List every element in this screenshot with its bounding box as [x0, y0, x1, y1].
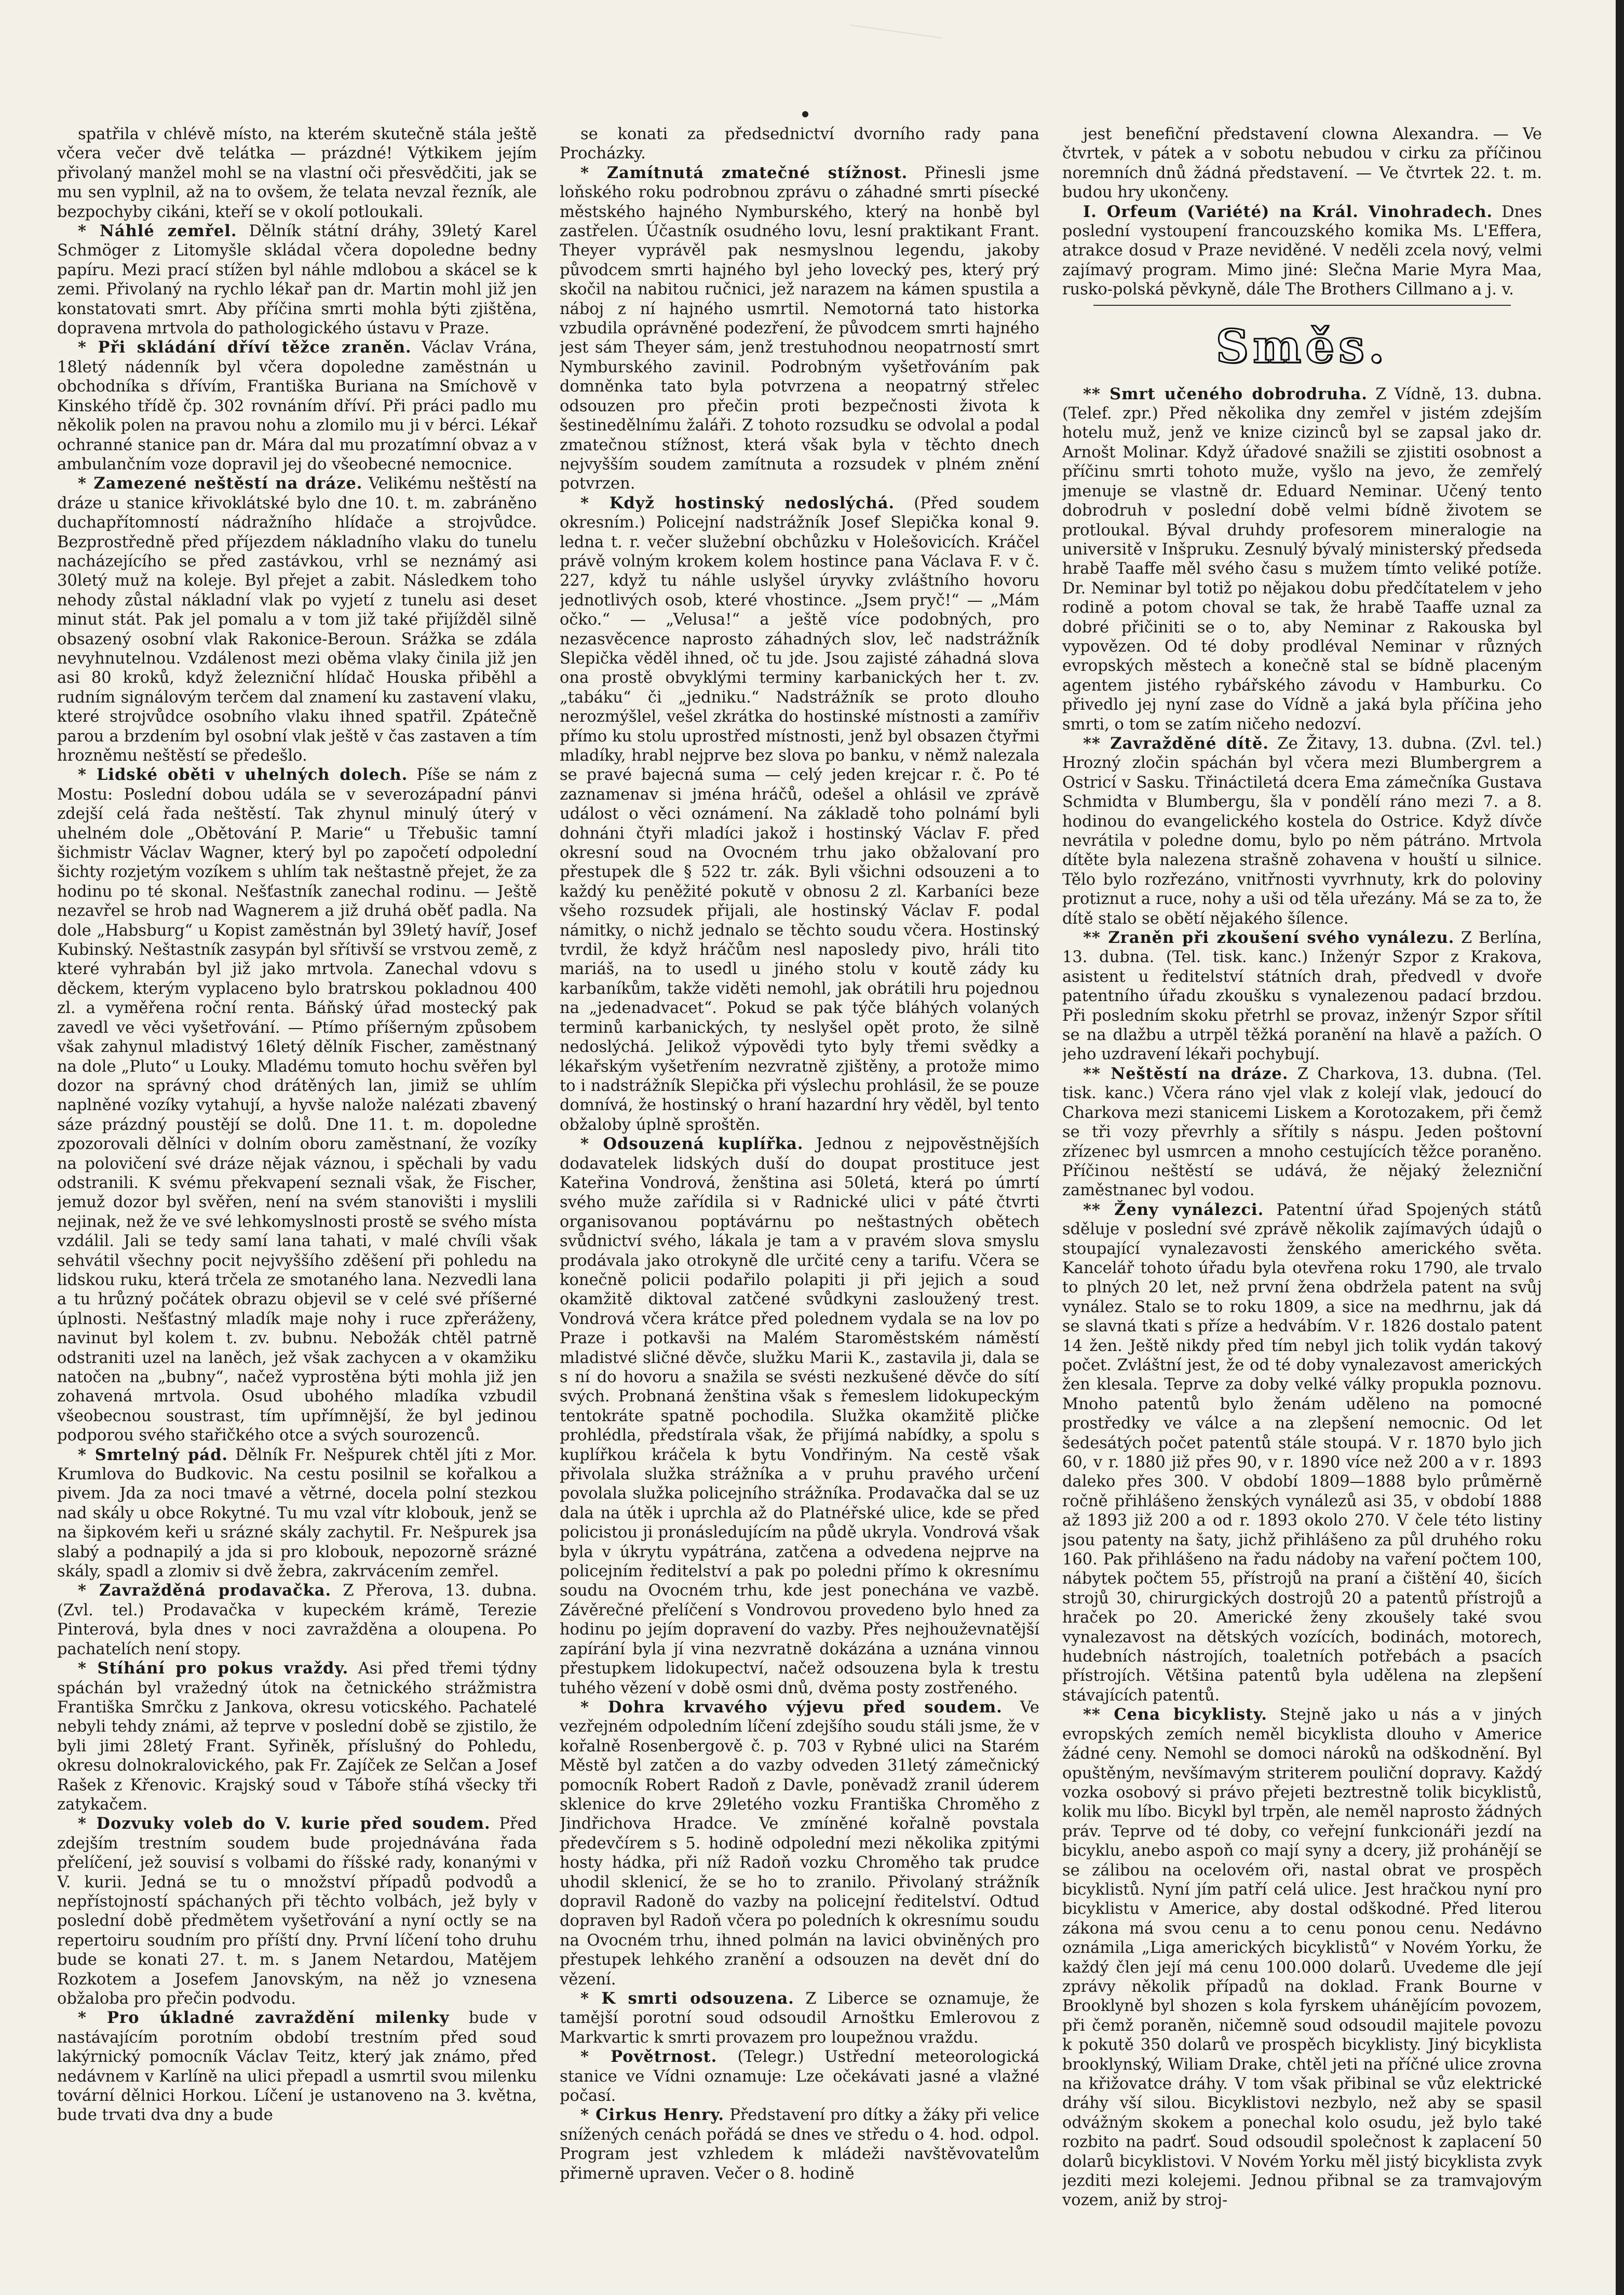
article-heading: * Zamezené neštěstí na dráze.	[78, 474, 363, 493]
article-text: Z Charkova, 13. dubna. (Tel. tisk. kanc.) Včera ráno vjel vlak z kolejí vlak, jedoucí do Charkova mezi stanicemi Liskem a Korotozakem, při čemž se tři vozy převrhly a sřítily s náspu. Jeden poštovní zřízenec byl usmrcen a mnoho cestujících těžce poraněno. Příčinou neštěstí se udává, že nějaký železniční zaměstnanec byl vodou.	[1062, 1064, 1542, 1200]
article-text: Ze Žitavy, 13. dubna. (Zvl. tel.) Hrozný zločin spáchán byl včera mezi Blumbergrem a Ostricí v Sasku. Třináctiletá dcera Ema zámečníka Gustava Schmidta v Blumbergu, šla v pondělí ráno mezi 7. a 8. hodinou do evangelického kostela do Ostrice. Když dívče nevrátila v poledne domu, bylo po něm pátráno. Mrtvola dítěte byla nalezena strašně zohavena v houští u silnice. Tělo bylo rozřezáno, vnitřnosti vyvrhnuty, krk do poloviny protiznut a ruce, nohy a uši od těla uřezány. Má se za to, že dítě stalo se obětí nějakého šílence.	[1062, 734, 1542, 928]
article-heading: ** Zraněn při zkoušení svého vynálezu.	[1083, 928, 1455, 948]
column-middle	[560, 125, 1039, 2222]
article-text: Velikému neštěstí na dráze u stanice křivoklátské bylo dne 10. t. m. zabráněno duchapřítomností nádražního hlídače a strojvůdce. Bezprostředně před příjezdem nákladního vlaku do tunelu nacházejícího se před zastávkou, vrhl se neznámý asi 30letý muž na koleje. Byl přejet a zabit. Následkem toho nehody zůstal nákladní vlak po vyjetí z tunelu asi deset minut stát. Pak jel pomalu a v tom již také přijížděl silně obsazený osobní vlak Rakonice-Beroun. Srážka se zdála nevyhnutelnou. Vzdálenost mezi oběma vlaky činila již jen asi 80 kroků, když železniční hlídač Houska přiběhl a rudním signálovým terčem dal znamení ku zastavení vlaku, které strojvůdce osobního vlaku ihned spatřil. Zpátečně parou a brzdením byl osobní vlak ještě v čas zastaven a tím hrozněmu neštěstí se předešlo.	[57, 475, 537, 765]
article-text: Patentní úřad Spojených států sděluje v poslední své zprávě několik zajímavých údajů o stoupající vynalezavosti ženského amerického světa. Kancelář tohoto úřadu byla otevřena roku 1790, ale trvalo to plných 20 let, než první žena obdržela patent na svůj vynález. Stalo se to roku 1809, a sice na medhrnu, jak dá se slavná tkati s příze a hedvábím. V r. 1826 dostalo patent 14 žen. Ještě nikdy před tím nebyl jich tolik vydán takový počet. Zvláštní jest, že od té doby vynalezavost amerických žen klesala. Teprve za doby velké války propukla poznovu. Mnoho patentů bylo ženám uděleno na pomocné prostředky ve válce a na zlepšení nemocnic. Od let šedesátých počet patentů stále stoupá. V r. 1870 bylo jich 60, v r. 1880 již přes 90, v r. 1890 více než 200 a v r. 1893 daleko přes 300. V období 1809—1888 bylo průměrně ročně přihlášeno ženských vynálezů asi 35, v období 1888 až 1893 již 200 a od r. 1893 okolo 270. V čele této listiny jsou patenty na šaty, jichž přihlášeno za půl druhého roku 160. Pak přihlášeno na řadu nádoby na vaření počtem 100, nábytek počtem 55, přístrojů na praní a čištění 40, šicích strojů 30, chirurgických dostrojů 20 a patentů přístrojů a hraček po 20. Americké ženy zkoušely také svou vynalezavost na dětských vozících, bodinách, motorech, hudebních nástrojích, toaletních potřebách a psacích přístrojích. Většina patentů byla udělena na zlepšení stávajících patentů.	[1062, 1200, 1542, 1705]
article-text: Z Liberce se oznamuje, že tamější porotní soud odsoudil Arnoštku Emlerovou z Markvartic k smrti provazem pro loupežnou vraždu.	[560, 1990, 1039, 2047]
article-heading: * Stíhání pro pokus vraždy.	[78, 1659, 349, 1678]
article-text: Ve vezřejném odpoledním líčení zdejšího soudu stáli jsme, že v kořalně Rosenbergově č. p. 703 v Rybné ulici na Starém Městě byl zatčen a do vazby odveden 31letý zámečnický pomocník Robert Radoň z Davle, poněvadž zranil úderem sklenice do krve 29letého vozku Františka Chroměho z Jindřichova Hradce. Ve zmíněné kořalně povstala předevčírem s 5. hodině odpolední mezi několika zpitými hosty hádka, při níž Radoň vozku Chroměho tak prudce uhodil sklenicí, že se ho to zranilo. Přivolaný strážník dopravil Radoně do vazby na policejní ředitelství. Odtud dopraven byl Radoň včera po poledních k okresnímu soudu na Ovocném trhu, ihned polmán na lavici obviněných pro přestupek lehkého zranění a odsouzen na devět dní do vězení.	[560, 1698, 1039, 1989]
article	[57, 222, 537, 338]
article-heading: * K smrti odsouzena.	[580, 1989, 794, 2008]
article-heading: * Odsouzená kuplířka.	[580, 1135, 804, 1154]
article-heading: * Náhlé zemřel.	[78, 222, 237, 241]
article-heading: ** Neštěstí na dráze.	[1083, 1064, 1289, 1083]
article-text: Z Berlína, 13. dubna. (Tel. tisk. kanc.) Inženýr Szpor z Krakova, asistent u ředitelství státních drah, předvedl v dvoře patentního úřadu zkoušku s vynalezenou padací brzdou. Při posledním skoku přetrhl se provaz, inženýr Szpor sřítil se na dlažbu a utrpěl těžká poranění na hlavě a pažích. O jeho uzdravení lékaři pochybují.	[1062, 929, 1542, 1064]
article-text: spatřila v chlévě místo, na kterém skutečně stála ještě včera večer dvě telátka — prázdné! Výtkikem jejím přivolaný manžel mohl se na vlastní oči přesvědčiti, jak se mu sen vyplnil, až na to ovšem, že telata nevzal řezník, ale bezpochyby cikáni, kteří se v okolí potloukali.	[57, 125, 537, 221]
article-text: jest benefiční představení clowna Alexandra. — Ve čtvrtek, v pátek a v sobotu nebudou v cirku za příčinou noremních dnů žádná představení. — Ve čtvrtek 22. t. m. budou hry ukončeny.	[1062, 125, 1542, 202]
article-heading: * Cirkus Henry.	[580, 2105, 725, 2125]
article-heading: ** Cena bicyklisty.	[1083, 1705, 1268, 1724]
article-text: Z Vídně, 13. dubna. (Telef. zpr.) Před několika dny zemřel v jistém zdejším hotelu muž, jenž ve knize cizinců byl se zapsal jako dr. Arnošt Molinar. Když úřadové snažili se zjistiti osobnost a příčinu smrti tohoto muže, vyšlo na jevo, že zemřelý jmenuje se vlastně dr. Eduard Neminar. Učený tento dobrodruh v poslední době velmi bídně životem se protloukal. Býval druhdy profesorem mineralogie na universitě v Inšpruku. Zesnulý bývalý ministerský předseda hrabě Taaffe měl svého času s mužem tímto veliké potíže. Dr. Neminar byl totiž po nějakou dobu předčítatelem v jeho rodině a potom choval se tak, že hrabě Taaffe uznal za dobré přičiniti se o to, aby Neminar z Rakouska byl vypovězen. Od té doby prodléval Neminar v různých evropských městech a konečně stal se bídně placeným agentem jistého rybářského závodu v Hamburku. Co přivedlo jej nyní zase do Vídně a jaká byla příčina jeho smrti, o tom se zatím ničeho nedozví.	[1062, 385, 1542, 734]
article-heading: * Dozvuky voleb do V. kurie před soudem.	[78, 1814, 491, 1833]
article	[560, 1698, 1039, 1989]
article-heading: * Dohra krvavého výjevu před soudem.	[580, 1697, 1003, 1717]
article	[560, 2105, 1039, 2183]
article	[57, 765, 537, 1445]
article-heading: * Když hostinský nedoslýchá.	[580, 493, 895, 512]
article	[560, 494, 1039, 1135]
scan-edge	[1616, 0, 1624, 2295]
article	[560, 1989, 1039, 2047]
article-text: Přinesli jsme loňského roku podrobnou zprávu o záhadné smrti písecké městského hajného Nymburského, který na honbě byl zastřelen. Účastník osudného lovu, lesní praktikant Frant. Theyer vyprávěl pak nesmyslnou legendu, jakoby původcem smrti hajného byl jeho lovecký pes, který prý skočil na nabitou ručnici, jež narazem na kámen spustila a náboj z ní hajného usmrtil. Nemotorná tato historka vzbudila oprávněné podezření, že původcem smrti hajného jest sám Theyer sám, jenž trestuhodnou neopatrností smrt Nymburského zavinil. Podrobným vyšetřováním pak domněnka tato byla potvrzena a neopatrný střelec odsouzen pro přečin proti bezpečnosti života k šestinedělnímu žaláři. Z tohoto rozsudku se odvolal a podal zmatečnou stížnost, která však byla v těchto dnech nejvyšším soudem zamítnuta a rozsudek v plném znění potvrzen.	[560, 164, 1039, 493]
article-text: Z Přerova, 13. dubna. (Zvl. tel.) Prodavačka v kupeckém krámě, Terezie Pinterová, byla dnes v noci zavražděna a oloupena. Po pachatelích není stopy.	[57, 1582, 537, 1658]
columns	[57, 125, 1567, 2222]
article-text: Představení pro dítky a žáky při velice snížených cenách pořádá se dnes ve středu o 4. hod. odpol. Program jest vzhledem k mládeži navštěvovatelům přimerně upraven. Večer o 8. hodině	[560, 2106, 1039, 2183]
ink-dot	[802, 111, 808, 117]
article	[57, 338, 537, 474]
article	[560, 164, 1039, 494]
article-text: Dělník Fr. Nešpurek chtěl jíti z Mor. Krumlova do Budkovic. Na cestu posilnil se kořalkou a pivem. Jda za noci tmavé a větrné, docela polní stezkou nad skály u obce Rokytné. Tu mu vzal vítr klobouk, jenž se na šipkovém keři u srázné skály zachytil. Fr. Nešpurek jsa slabý a podnapilý a jda si pro klobouk, nepozorně srázné skály, spadl a zlomiv si dvě žebra, zakrvácením zemřel.	[57, 1446, 537, 1581]
paper-mark	[850, 0, 947, 38]
article	[1062, 203, 1542, 300]
article-heading: ** Ženy vynálezci.	[1083, 1200, 1264, 1219]
article	[1062, 1705, 1542, 2210]
article	[1062, 1064, 1542, 1200]
article-heading: ** Zavražděné dítě.	[1083, 734, 1269, 753]
article-heading: * Zavražděná prodavačka.	[78, 1581, 332, 1600]
article	[1062, 1200, 1542, 1706]
divider	[1093, 305, 1511, 306]
article-text: bude v nastávajícím porotním období trestním před soud lakýrnický pomocník Václav Teitz, který jak známo, před nedávnem v Karlíně na ulici přepadl a usmrtil svou milenku tovární dělnici Horkou. Líčení je ustanoveno na 3. května, bude trvati dva dny a bude	[57, 2009, 537, 2125]
article	[560, 1135, 1039, 1698]
article-text: Dnes poslední vystoupení francouzského komika Ms. L'Effera, atrakce dosud v Praze neviděné. V neděli zcela nový, velmi zajímavý program. Mimo jiné: Slečna Marie Myra Maa, rusko-polská pěvkyně, dále The Brothers Cillmano a j. v.	[1062, 203, 1542, 299]
article-text: se konati za předsednictví dvorního rady pana Procházky.	[560, 125, 1039, 163]
article-heading: * Pro úkladné zavraždění milenky	[78, 2008, 450, 2028]
article	[560, 2047, 1039, 2105]
column-right	[1062, 125, 1542, 2222]
article-heading: * Při skládání dříví těžce zraněn.	[78, 338, 412, 357]
article	[57, 1814, 537, 2008]
article	[57, 1659, 537, 1814]
section-title: Směs.	[1215, 319, 1389, 373]
article-heading: ** Smrt učeného dobrodruha.	[1083, 384, 1368, 403]
article-text: Před zdejším trestním soudem bude projednávána řada přelíčení, jež souvisí s volbami do říšské rady, konanými v V. kurii. Jedná se tu o množství případů podvodů a nepřístojností spáchaných při těchto volbách, jež byly v poslední době předmětem vyšetřování a nyní octly se na repertoiru soudním pro příští dny. První líčení toho druhu bude se konati 27. t. m. s Janem Netardou, Matějem Rozkotem a Josefem Janovským, na něž jo vznesena obžaloba pro přečin podvodu.	[57, 1815, 537, 2008]
article-text: Stejně jako u nás a v jiných evropských zemích neměl bicyklista dlouho v Americe žádné ceny. Nemohl se domoci nároků na odškodnění. Byl opuštěným, nevšímavým striterem pouliční dopravy. Každý vozka osobový si právo přejeti beztrestně tolik bicyklistů, kolik mu líbo. Bicykl byl trpěn, ale neměl naprosto žádných práv. Teprve od té doby, co veřejní funkcionáři jezdí na bicyklu, anebo aspoň co mají syny a dcery, již prohánějí se se zálibou na ocelovém oři, nastal obrat ve prospěch bicyklistů. Nyní jím patří celá ulice. Jest hračkou nyní pro bicyklistu v Americe, aby dostal odškodné. Před literou zákona má svou cenu a to cenu ponou cenu. Nedávno oznámila „Liga amerických bicyklistů“ v Novém Yorku, že každý člen její má cenu 100.000 dolarů. Uvedeme dle její zprávy několik případů na doklad. Frank Bourne v Brooklyně byl shozen s kola fyrskem uhánějícím povozem, při čemž poraněn, ničemně soud odsoudil majitele povozu k pokutě 350 dolarů ve prospěch bicyklisty. Jiný bicyklista brooklynský, Wiliam Drake, chtěl jeti na příčné ulice zrovna na křižovatce dráhy. V tom však přibinal se vůz elektrické dráhy vší silou. Bicyklistovi nezbylo, než aby se spasil odvážným skokem a ponechal kolo osudu, jež bylo také rozbito na padrť. Soud odsoudil společnost k zaplacení 50 dolarů bicyklistovi. V Novém Yorku měl jistý bicyklista zvyk jezditi mezi kolejemi. Jednou přibnal se za tramvajovým vozem, aniž by stroj-	[1062, 1706, 1542, 2210]
article-text: Píše se nám z Mostu: Poslední dobou udála se v severozápadní pánvi zdejší celá řada neštěstí. Tak zhynul minulý úterý v uhelném dole „Obětování P. Marie“ u Třebušic tamní šichmistr Václav Wagner, který byl po započetí odpolední šichty rozjetým vozíkem s uhlím tak neštastně přejet, že za hodinu po té skonal. Nešťastník zanechal rodinu. — Ještě nezavřel se hrob nad Wagnerem a již druhá oběť padla. Na dole „Habsburg“ u Kopist zaměstnán byl 39letý havíř, Josef Kubinský. Neštastník zasypán byl sřítivší se vrstvou země, z které vyhrabán byl již jako mrtvola. Zanechal vdovu s děckem, kterým vyplaceno bylo bratrskou pokladnou 400 zl. a vyměřena roční renta. Báňský úřad mostecký pak zavedl ve věci vyšetřování. — Ptímo příšerným způsobem však zahynul mladistvý 16letý dělník Fischer, zaměstnaný na dole „Pluto“ u Louky. Mladému tomuto hochu svěřen byl dozor na správný chod drátěných lan, jimiž se uhlím naplněné vozíky vytahují, a hyvše nalože nalézati zbavený sáze prázdný poustějí se dolů. Dne 11. t. m. dopoledne zpozorovali dělníci v dolním oboru zaměstnaní, že vozíky na polovičení své dráze nějak váznou, i spěchali by vadu odstranili. K svému překvapení seznali však, že Fischer, jemuž dozor byl svěřen, není na svém stanovišti i myslili nejinak, než že ve své lehkomyslnosti prostě se svého místa vzdálil. Jali se tedy samí lana tahati, v malé chvíli však sehvátil všechny pocit nejvyššího zděšení při pohledu na lidskou ruku, která trčela ze smotaného lana. Nezvedli lana a tu hrůzný počátek obrazu objevil se v celé své příšerné úplnosti. Nešťastný mladík maje nohy i ruce zpřeráženy, navinut byl kolem t. zv. bubnu. Nebožák chtěl patrně odstraniti uzel na laněch, jež však zachycen a v okamžiku natočen na „bubny“, načež vyprostěna býti mohla již jen zohavená mrtvola. Osud ubohého mladíka vzbudil všeobecnou soustrast, tím upřímnější, že byl jedinou podporou svého stařičkého otce a svých sourozenců.	[57, 766, 537, 1445]
article	[57, 1446, 537, 1582]
article	[57, 1581, 537, 1659]
article-heading: * Zamítnutá zmatečné stížnost.	[580, 163, 908, 182]
article-text: (Telegr.) Ustřední meteorologická stanice ve Vídni oznamuje: Lze očekávati jasné a vlažné počasí.	[560, 2048, 1039, 2105]
article	[57, 125, 537, 222]
article-text: (Před soudem okresním.) Policejní nadstrážník Josef Slepička konal 9. ledna t. r. večer služební obchůzku v Holešovicích. Kráčel právě volným krokem kolem hostince pana Václava F. v č. 227, když tu náhle uslyšel úryvky zvláštního hovoru jednotlivých osob, které vhostince. „Jsem pryč!“ — „Mám očko.“ — „Velusa!“ a ještě více podobných, pro nezasvěcence naprosto záhadných slov, leč nadstrážník Slepička věděl ihned, oč tu jde. Jsou zajisté záhadná slova ona prostě obvyklými terminy karbanických her t. zv. „tabáku“ či „jedniku.“ Nadstrážník se proto dlouho nerozmýšlel, vešel zkrátka do hostinské místnosti a zamířiv přímo ku stolu uprostřed místnosti, jenž byl obsazen čtyřmi mladíky, hrabl nejprve bez slova po banku, v němž nalezala se pravé bajecná suma — celý jeden krejcar r. č. Po té zaznamenav si jména hráčů, odešel a ohlásil ve zprávě událost o věci oznámení. Na základě toho polnámí byli dohnáni čtyři mladíci jakož i hostinský Václav F. před okresní soud na Ovocném trhu jako obžalovaní pro přestupek dle § 522 tr. zák. Byli všichni odsouzeni a to každý ku peněžité pokutě v obnosu 2 zl. Karbaníci beze všeho rozsudek přijali, ale hostinský Václav F. podal námitky, o nichž jednalo se těchto soudu včera. Hostinský tvrdil, že když hráčům nesl naposledy pivo, hráli tito mariáš, na to usedl u jiného stolu v koutě zády ku karbaníkům, takže viděti nemohl, jak obrátili hru pojednou na „jedenadvacet“. Pokud se pak týče bláhých volaných terminů karbanických, ty neslyšel opět proto, že silně nedoslýchá. Jelikož výpovědi tyto byly třemi svědky a lékařským vyšetřením nezvratně zjištěny, a protože mimo to i nadstrážník Slepička při výslechu prohlásil, že se pouze domnívá, že hostinský o hraní hazardní hry věděl, byl tento obžaloby úplně sproštěn.	[560, 494, 1039, 1134]
article	[1062, 734, 1542, 928]
article-text: Václav Vrána, 18letý nádenník byl včera dopoledne zaměstnán u obchodníka s dřívím, Františka Buriana na Smíchově v Kinského třídě čp. 302 rovnáním dříví. Při práci padlo mu několik polen na pravou nohu a zlomilo mu ji v bérci. Lékař ochranné stanice pan dr. Mára dal mu prozatímní obvaz a v ambulančním voze dopravil jej do všeobecné nemocnice.	[57, 339, 537, 474]
article	[1062, 385, 1542, 734]
article-text: Asi před třemi týdny spáchán byl vražedný útok na četnického strážmistra Františka Smrčku z Jankova, okresu voticského. Pachatelé nebyli tehdy známi, až teprve v poslední době se zjistilo, že byli jimi 28letý Frant. Syřiněk, příslušný do Pohledu, okresu dolnokralovického, pak Fr. Zajíček ze Selčan a Josef Rašek z Křenovic. Krajský soud v Táboře stíhá všecky tři zatykačem.	[57, 1659, 537, 1814]
article	[560, 125, 1039, 164]
column-left	[57, 125, 537, 2222]
article	[1062, 928, 1542, 1064]
article-text: Jednou z nejpověstnějších dodavatelek lidských duší do doupat prostituce jest Kateřina Vondrová, ženština asi 50letá, která po úmrtí svého muže zařídila si v Radnické ulici v páté čtvrti organisovanou poptávárnu po neštastných obětech svůdnictví svého, lákala je tam a v pravém slova smyslu prodávala jako otrokyně dle určité ceny a tarifu. Včera se konečně policii podařilo polapiti ji při jejich a soud okamžitě diktoval zatčené svůdkyni zasloužený trest. Vondrová včera krátce před polednem vydala se na lov po Praze i potkavši na Malém Staroměstském náměstí mladistvé sličné děvče, služku Marii K., zastavila ji, dala se s ní do hovoru a snažila se svésti nezkušené děvče do sítí svých. Probnaná ženština však s řemeslem lidokupeckým tentokráte spatně pochodila. Služka okamžitě pličke prohlédla, předstírala však, že přijímá nabídky, a spolu s kuplířkou kráčela k bytu Vondřiným. Na cestě však přivolala služka strážníka a v pruhu pravého určení povolala služka policejního strážníka. Prodavačka dal se uz dala na útěk i uprchla až do Platnéřské ulice, kde se před policistou ji pronásledujícím na půdě ukryla. Vondrová však byla v úkrytu vypátrána, zatčena a odvedena nejprve na policejním ředitelství a pak po poledni přímo k okresnímu soudu na Ovocném trhu, kde jest ponechána ve vazbě. Závěrečné přelíčení s Vondrovou provedeno bylo hned za hodinu po jejím dopravení do vazby. Přes nejhouževnatější zapírání byla jí vina nezvratně dokázána a uznána vinnou přestupkem lidokupectví, načež odsouzena byla k trestu tuhého vězení v době osmi dnů, dvěma posty zostřeného.	[560, 1135, 1039, 1697]
article-heading: * Povětrnost.	[580, 2047, 718, 2067]
article	[57, 474, 537, 765]
article-heading: * Smrtelný pád.	[78, 1445, 228, 1464]
article-text: Dělník státní dráhy, 39letý Karel Schmöger z Litomyšle skládal včera dopoledne bedny papíru. Mezi prací stížen byl náhle mdlobou a skácel se k zemi. Přivolaný na rychlo lékař pan dr. Martin mohl již jen konstatovati smrt. Aby příčina smrti mohla býti zjištěna, dopravena mrtvola do pathologického ústavu v Praze.	[57, 222, 537, 338]
article-heading: * Lidské oběti v uhelných dolech.	[78, 765, 408, 785]
article	[57, 2008, 537, 2125]
article	[1062, 125, 1542, 203]
article-heading: I. Orfeum (Variété) na Král. Vinohradech.	[1083, 202, 1493, 221]
